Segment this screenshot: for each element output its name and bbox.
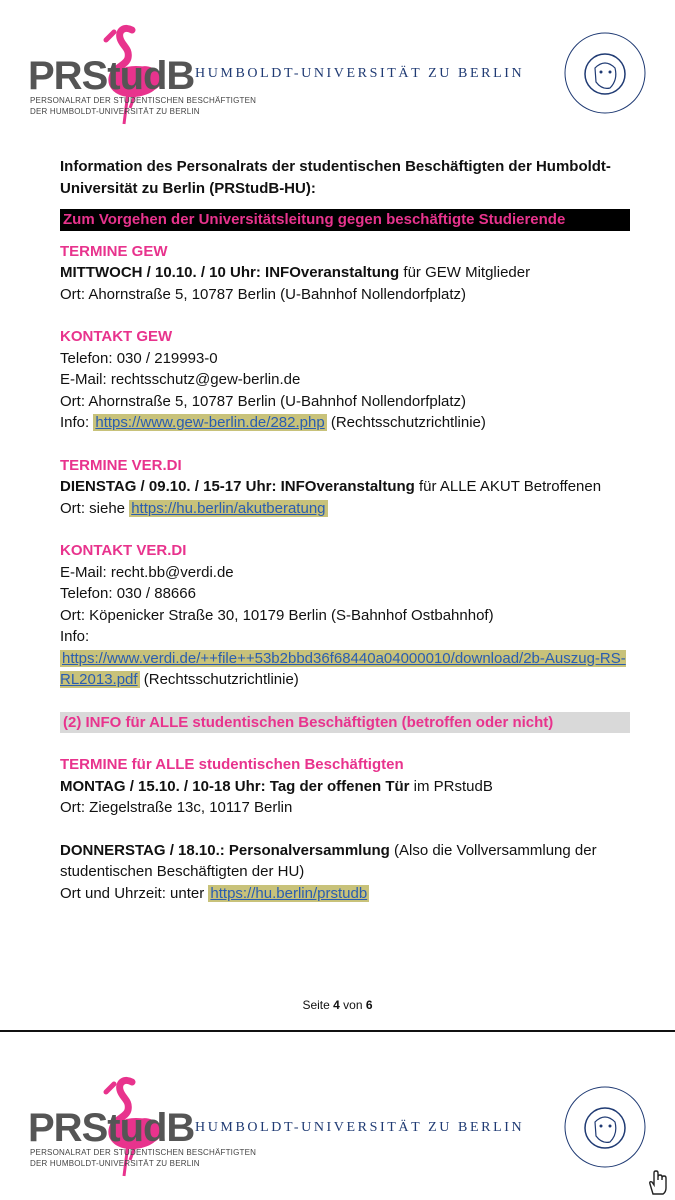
kontakt-verdi-heading: KONTAKT VER.DI xyxy=(60,542,187,559)
banner-2-text: (2) INFO für ALLE studentischen Beschäftigten (betroffen oder nicht) xyxy=(60,712,630,734)
page-middle: von xyxy=(339,998,366,1012)
termine-gew-heading: TERMINE GEW xyxy=(60,242,168,260)
termine-gew-section xyxy=(60,241,630,306)
university-name: HUMBOLDT-UNIVERSITÄT ZU BERLIN xyxy=(195,1120,525,1135)
hu-seal-icon xyxy=(560,28,650,118)
termine-alle-section xyxy=(60,754,630,819)
info-label: Info: xyxy=(60,414,94,431)
prstudb-logo-text: PRStudB xyxy=(28,54,195,98)
kontakt-gew-telefon: Telefon: 030 / 219993-0 xyxy=(60,349,218,367)
akutberatung-link[interactable]: https://hu.berlin/akutberatung xyxy=(131,499,326,517)
logo-subtitle-2: DER HUMBOLDT-UNIVERSITÄT ZU BERLIN xyxy=(30,107,200,116)
logo-subtitle-1: PERSONALRAT DER STUDENTISCHEN BESCHÄFTIGTEN xyxy=(30,96,257,105)
header-top xyxy=(0,0,675,130)
kontakt-verdi-ort: Ort: Köpenicker Straße 30, 10179 Berlin (S-Bahnhof Ostbahnhof) xyxy=(60,606,494,624)
header-bottom xyxy=(0,1060,675,1200)
termine-alle-event2 xyxy=(60,840,630,883)
kontakt-gew-heading: KONTAKT GEW xyxy=(60,328,173,345)
kontakt-verdi-telefon: Telefon: 030 / 88666 xyxy=(60,585,196,602)
document-title: Information des Personalrats der studentischen Beschäftigten der Humboldt-Universität zu Berlin (PRStudB-HU): xyxy=(60,158,611,197)
event-rest: im PRstudB xyxy=(409,777,493,795)
page-prefix: Seite xyxy=(302,998,334,1012)
termine-verdi-event xyxy=(60,476,630,498)
prstudb-logo-text: PRStudB xyxy=(28,1106,195,1150)
kontakt-gew-ort: Ort: Ahornstraße 5, 10787 Berlin (U-Bahnhof Nollendorfplatz) xyxy=(60,392,467,410)
hu-seal xyxy=(560,28,650,118)
verdi-info-link[interactable]: https://www.verdi.de/++file++53b2bbd36f68440a04000010/download/2b-Auszug-RS-RL2013.pdf xyxy=(60,649,626,688)
ort-label: Ort und Uhrzeit: unter xyxy=(60,884,209,902)
banner-2 xyxy=(60,712,630,734)
prstudb-link[interactable]: https://hu.berlin/prstudb xyxy=(210,884,368,902)
page-divider xyxy=(0,1030,675,1032)
page-current: 4 xyxy=(333,998,340,1012)
university-name: HUMBOLDT-UNIVERSITÄT ZU BERLIN xyxy=(195,66,525,81)
info-suffix: (Rechtsschutzrichtlinie) xyxy=(326,414,486,431)
info-suffix: (Rechtsschutzrichtlinie) xyxy=(139,671,299,688)
page-total: 6 xyxy=(365,998,373,1012)
termine-gew-event xyxy=(60,262,630,284)
gew-info-link[interactable]: https://www.gew-berlin.de/282.php xyxy=(95,414,325,431)
termine-verdi-section xyxy=(60,455,630,520)
event-rest: (Also die Vollversammlung der studentischen Beschäftigten der HU) xyxy=(60,841,597,880)
event-rest: für GEW Mitglieder xyxy=(399,264,531,281)
logo-subtitle-2: DER HUMBOLDT-UNIVERSITÄT ZU BERLIN xyxy=(30,1159,200,1168)
termine-alle-heading: TERMINE für ALLE studentischen Beschäftigten xyxy=(60,756,404,773)
event-bold: MONTAG / 15.10. / 10-18 Uhr: Tag der offenen Tür xyxy=(60,777,410,795)
hu-seal-icon xyxy=(560,1082,650,1172)
termine-alle-ort2 xyxy=(60,883,630,905)
event-bold: DIENSTAG / 09.10. / 15-17 Uhr: INFOveranstaltung xyxy=(60,478,415,495)
kontakt-verdi-info-label: Info: xyxy=(60,628,90,645)
kontakt-gew-section xyxy=(60,326,630,434)
personalversammlung-section xyxy=(60,840,630,905)
kontakt-verdi-email: E-Mail: recht.bb@verdi.de xyxy=(60,563,234,581)
event-bold: MITTWOCH / 10.10. / 10 Uhr: INFOveranstaltung xyxy=(60,264,400,281)
banner-1 xyxy=(60,209,630,231)
kontakt-gew-email: E-Mail: rechtsschutz@gew-berlin.de xyxy=(60,371,301,388)
termine-verdi-heading: TERMINE VER.DI xyxy=(60,456,182,474)
banner-1-text: Zum Vorgehen der Universitätsleitung gegen beschäftigte Studierende xyxy=(60,209,630,231)
kontakt-gew-info xyxy=(60,412,630,434)
document-body xyxy=(60,156,630,925)
termine-verdi-ort xyxy=(60,498,630,520)
logo-subtitle-1: PERSONALRAT DER STUDENTISCHEN BESCHÄFTIGTEN xyxy=(30,1148,257,1157)
page-number xyxy=(0,998,675,1012)
termine-alle-ort1: Ort: Ziegelstraße 13c, 10117 Berlin xyxy=(60,799,293,816)
event-bold: DONNERSTAG / 18.10.: Personalversammlung xyxy=(60,841,390,859)
hu-seal xyxy=(560,1082,650,1172)
ort-label: Ort: siehe xyxy=(60,499,130,517)
termine-alle-event1 xyxy=(60,776,630,798)
hand-cursor-icon xyxy=(646,1168,670,1196)
kontakt-verdi-info xyxy=(60,648,630,691)
kontakt-verdi-section xyxy=(60,540,630,691)
event-rest: für ALLE AKUT Betroffenen xyxy=(414,478,602,495)
termine-gew-ort: Ort: Ahornstraße 5, 10787 Berlin (U-Bahnhof Nollendorfplatz) xyxy=(60,285,467,303)
